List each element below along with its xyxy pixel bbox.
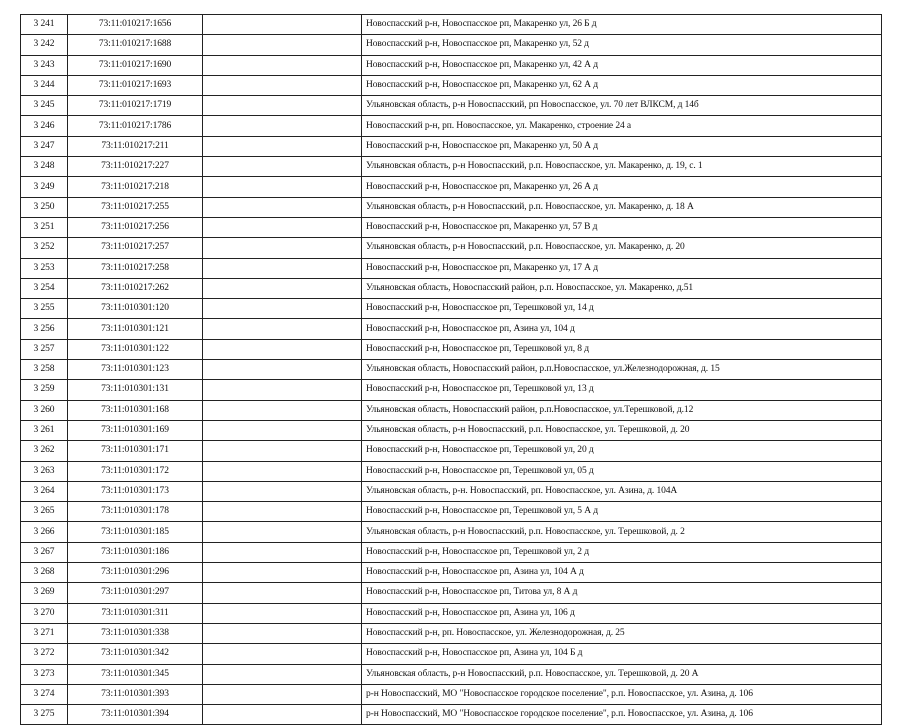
cadastral-number-cell: 73:11:010301:296 [68, 563, 203, 583]
address-cell: Ульяновская область, р-н Новоспасский, р.п. Новоспасское, ул. Терешковой, д. 20 А [362, 664, 882, 684]
table-row [21, 35, 882, 55]
address-cell: Новоспасский р-н, рп. Новоспасское, ул. Железнодорожная, д. 25 [362, 623, 882, 643]
address-cell: Ульяновская область, р-н Новоспасский, р.п. Новоспасское, ул. Макаренко, д. 20 [362, 238, 882, 258]
cadastral-number-cell: 73:11:010217:218 [68, 177, 203, 197]
row-number-cell: 3 262 [21, 441, 68, 461]
row-number-cell: 3 250 [21, 197, 68, 217]
address-cell: Ульяновская область, р-н Новоспасский, р.п. Новоспасское, ул. Терешковой, д. 20 [362, 420, 882, 440]
cadastral-number-cell: 73:11:010217:1786 [68, 116, 203, 136]
row-number-cell: 3 274 [21, 684, 68, 704]
empty-cell [203, 603, 362, 623]
address-cell: Ульяновская область, Новоспасский район, р.п.Новоспасское, ул.Железнодорожная, д. 15 [362, 360, 882, 380]
table-row [21, 177, 882, 197]
cadastral-number-cell: 73:11:010217:211 [68, 136, 203, 156]
row-number-cell: 3 255 [21, 299, 68, 319]
address-cell: Ульяновская область, р-н. Новоспасский, рп. Новоспасское, ул. Азина, д. 104А [362, 481, 882, 501]
row-number-cell: 3 257 [21, 339, 68, 359]
row-number-cell: 3 252 [21, 238, 68, 258]
empty-cell [203, 35, 362, 55]
cadastral-number-cell: 73:11:010217:1719 [68, 96, 203, 116]
cadastral-number-cell: 73:11:010217:1656 [68, 15, 203, 35]
address-cell: Новоспасский р-н, Новоспасское рп, Терешковой ул, 14 д [362, 299, 882, 319]
cadastral-number-cell: 73:11:010301:178 [68, 502, 203, 522]
address-cell: Новоспасский р-н, Новоспасское рп, Макаренко ул, 26 А д [362, 177, 882, 197]
table-row [21, 644, 882, 664]
table-row [21, 319, 882, 339]
row-number-cell: 3 245 [21, 96, 68, 116]
cadastral-number-cell: 73:11:010301:173 [68, 481, 203, 501]
empty-cell [203, 136, 362, 156]
address-cell: Новоспасский р-н, Новоспасское рп, Макаренко ул, 57 В д [362, 217, 882, 237]
empty-cell [203, 400, 362, 420]
address-cell: Новоспасский р-н, Новоспасское рп, Макаренко ул, 42 А д [362, 55, 882, 75]
cadastral-number-cell: 73:11:010301:394 [68, 705, 203, 725]
cadastral-number-cell: 73:11:010217:227 [68, 157, 203, 177]
table-row [21, 441, 882, 461]
empty-cell [203, 420, 362, 440]
table-row [21, 217, 882, 237]
address-cell: Новоспасский р-н, Новоспасское рп, Макаренко ул, 50 А д [362, 136, 882, 156]
empty-cell [203, 278, 362, 298]
empty-cell [203, 380, 362, 400]
row-number-cell: 3 242 [21, 35, 68, 55]
empty-cell [203, 583, 362, 603]
empty-cell [203, 75, 362, 95]
cadastral-number-cell: 73:11:010301:171 [68, 441, 203, 461]
cadastral-number-cell: 73:11:010217:257 [68, 238, 203, 258]
table-row [21, 380, 882, 400]
row-number-cell: 3 269 [21, 583, 68, 603]
address-cell: Новоспасский р-н, Новоспасское рп, Азина ул, 104 д [362, 319, 882, 339]
address-cell: Новоспасский р-н, Новоспасское рп, Терешковой ул, 20 д [362, 441, 882, 461]
table-row [21, 502, 882, 522]
row-number-cell: 3 272 [21, 644, 68, 664]
cadastral-number-cell: 73:11:010217:255 [68, 197, 203, 217]
address-cell: Ульяновская область, р-н Новоспасский, рп Новоспасское, ул. 70 лет ВЛКСМ, д 14б [362, 96, 882, 116]
table-row [21, 96, 882, 116]
cadastral-number-cell: 73:11:010301:297 [68, 583, 203, 603]
empty-cell [203, 461, 362, 481]
empty-cell [203, 705, 362, 725]
cadastral-number-cell: 73:11:010217:1688 [68, 35, 203, 55]
row-number-cell: 3 247 [21, 136, 68, 156]
cadastral-number-cell: 73:11:010301:169 [68, 420, 203, 440]
table-row [21, 461, 882, 481]
table-row [21, 136, 882, 156]
row-number-cell: 3 244 [21, 75, 68, 95]
empty-cell [203, 55, 362, 75]
empty-cell [203, 15, 362, 35]
row-number-cell: 3 246 [21, 116, 68, 136]
cadastral-number-cell: 73:11:010217:258 [68, 258, 203, 278]
cadastral-number-cell: 73:11:010301:345 [68, 664, 203, 684]
empty-cell [203, 644, 362, 664]
empty-cell [203, 623, 362, 643]
empty-cell [203, 522, 362, 542]
table-row [21, 238, 882, 258]
row-number-cell: 3 268 [21, 563, 68, 583]
table-row [21, 197, 882, 217]
table-row [21, 623, 882, 643]
empty-cell [203, 217, 362, 237]
address-cell: Ульяновская область, р-н Новоспасский, р.п. Новоспасское, ул. Макаренко, д. 18 А [362, 197, 882, 217]
empty-cell [203, 238, 362, 258]
row-number-cell: 3 273 [21, 664, 68, 684]
address-cell: Ульяновская область, Новоспасский район, р.п. Новоспасское, ул. Макаренко, д.51 [362, 278, 882, 298]
empty-cell [203, 664, 362, 684]
row-number-cell: 3 241 [21, 15, 68, 35]
empty-cell [203, 502, 362, 522]
empty-cell [203, 563, 362, 583]
row-number-cell: 3 260 [21, 400, 68, 420]
table-row [21, 542, 882, 562]
table-row [21, 55, 882, 75]
table-row [21, 400, 882, 420]
empty-cell [203, 441, 362, 461]
cadastral-number-cell: 73:11:010301:121 [68, 319, 203, 339]
row-number-cell: 3 258 [21, 360, 68, 380]
row-number-cell: 3 251 [21, 217, 68, 237]
table-row [21, 278, 882, 298]
cadastral-number-cell: 73:11:010301:186 [68, 542, 203, 562]
table-row [21, 116, 882, 136]
cadastral-number-cell: 73:11:010301:168 [68, 400, 203, 420]
address-cell: Новоспасский р-н, Новоспасское рп, Макаренко ул, 26 Б д [362, 15, 882, 35]
table-row [21, 603, 882, 623]
empty-cell [203, 157, 362, 177]
cadastral-number-cell: 73:11:010301:338 [68, 623, 203, 643]
table-row [21, 664, 882, 684]
cadastral-number-cell: 73:11:010301:122 [68, 339, 203, 359]
cadastral-number-cell: 73:11:010217:262 [68, 278, 203, 298]
table-row [21, 563, 882, 583]
cadastral-number-cell: 73:11:010301:123 [68, 360, 203, 380]
row-number-cell: 3 253 [21, 258, 68, 278]
address-cell: Новоспасский р-н, Новоспасское рп, Макаренко ул, 62 А д [362, 75, 882, 95]
table-row [21, 481, 882, 501]
row-number-cell: 3 271 [21, 623, 68, 643]
row-number-cell: 3 249 [21, 177, 68, 197]
register-body [21, 15, 882, 725]
address-cell: Новоспасский р-н, Новоспасское рп, Титова ул, 8 А д [362, 583, 882, 603]
row-number-cell: 3 259 [21, 380, 68, 400]
table-row [21, 522, 882, 542]
row-number-cell: 3 266 [21, 522, 68, 542]
cadastral-number-cell: 73:11:010301:120 [68, 299, 203, 319]
address-cell: Новоспасский р-н, Новоспасское рп, Терешковой ул, 8 д [362, 339, 882, 359]
row-number-cell: 3 243 [21, 55, 68, 75]
address-cell: р-н Новоспасский, МО "Новоспасское городское поселение", р.п. Новоспасское, ул. Азина, д. 106 [362, 684, 882, 704]
address-cell: Новоспасский р-н, Новоспасское рп, Азина ул, 104 А д [362, 563, 882, 583]
table-row [21, 705, 882, 725]
row-number-cell: 3 270 [21, 603, 68, 623]
table-row [21, 258, 882, 278]
row-number-cell: 3 264 [21, 481, 68, 501]
address-cell: Новоспасский р-н, Новоспасское рп, Терешковой ул, 13 д [362, 380, 882, 400]
cadastral-number-cell: 73:11:010217:256 [68, 217, 203, 237]
cadastral-number-cell: 73:11:010301:311 [68, 603, 203, 623]
empty-cell [203, 197, 362, 217]
register-table [20, 14, 882, 725]
cadastral-number-cell: 73:11:010301:393 [68, 684, 203, 704]
table-row [21, 157, 882, 177]
row-number-cell: 3 261 [21, 420, 68, 440]
cadastral-number-cell: 73:11:010301:172 [68, 461, 203, 481]
empty-cell [203, 542, 362, 562]
empty-cell [203, 339, 362, 359]
table-row [21, 75, 882, 95]
empty-cell [203, 96, 362, 116]
address-cell: Новоспасский р-н, Новоспасское рп, Терешковой ул, 5 А д [362, 502, 882, 522]
table-row [21, 420, 882, 440]
row-number-cell: 3 263 [21, 461, 68, 481]
row-number-cell: 3 275 [21, 705, 68, 725]
table-row [21, 339, 882, 359]
cadastral-number-cell: 73:11:010301:342 [68, 644, 203, 664]
empty-cell [203, 299, 362, 319]
address-cell: Новоспасский р-н, Новоспасское рп, Терешковой ул, 05 д [362, 461, 882, 481]
empty-cell [203, 481, 362, 501]
empty-cell [203, 684, 362, 704]
address-cell: Новоспасский р-н, Новоспасское рп, Макаренко ул, 17 А д [362, 258, 882, 278]
row-number-cell: 3 256 [21, 319, 68, 339]
cadastral-number-cell: 73:11:010301:185 [68, 522, 203, 542]
row-number-cell: 3 254 [21, 278, 68, 298]
cadastral-number-cell: 73:11:010217:1690 [68, 55, 203, 75]
empty-cell [203, 177, 362, 197]
empty-cell [203, 360, 362, 380]
table-row [21, 684, 882, 704]
empty-cell [203, 258, 362, 278]
cadastral-number-cell: 73:11:010217:1693 [68, 75, 203, 95]
address-cell: Новоспасский р-н, Новоспасское рп, Терешковой ул, 2 д [362, 542, 882, 562]
row-number-cell: 3 267 [21, 542, 68, 562]
address-cell: Ульяновская область, р-н Новоспасский, р.п. Новоспасское, ул. Терешковой, д. 2 [362, 522, 882, 542]
table-row [21, 15, 882, 35]
table-row [21, 299, 882, 319]
address-cell: р-н Новоспасский, МО "Новоспасское городское поселение", р.п. Новоспасское, ул. Азина, д. 106 [362, 705, 882, 725]
address-cell: Ульяновская область, Новоспасский район, р.п.Новоспасское, ул.Терешковой, д.12 [362, 400, 882, 420]
row-number-cell: 3 265 [21, 502, 68, 522]
address-cell: Ульяновская область, р-н Новоспасский, р.п. Новоспасское, ул. Макаренко, д. 19, с. 1 [362, 157, 882, 177]
empty-cell [203, 319, 362, 339]
table-row [21, 583, 882, 603]
address-cell: Новоспасский р-н, Новоспасское рп, Макаренко ул, 52 д [362, 35, 882, 55]
empty-cell [203, 116, 362, 136]
address-cell: Новоспасский р-н, Новоспасское рп, Азина ул, 104 Б д [362, 644, 882, 664]
address-cell: Новоспасский р-н, Новоспасское рп, Азина ул, 106 д [362, 603, 882, 623]
cadastral-number-cell: 73:11:010301:131 [68, 380, 203, 400]
address-cell: Новоспасский р-н, рп. Новоспасское, ул. Макаренко, строение 24 а [362, 116, 882, 136]
row-number-cell: 3 248 [21, 157, 68, 177]
table-row [21, 360, 882, 380]
